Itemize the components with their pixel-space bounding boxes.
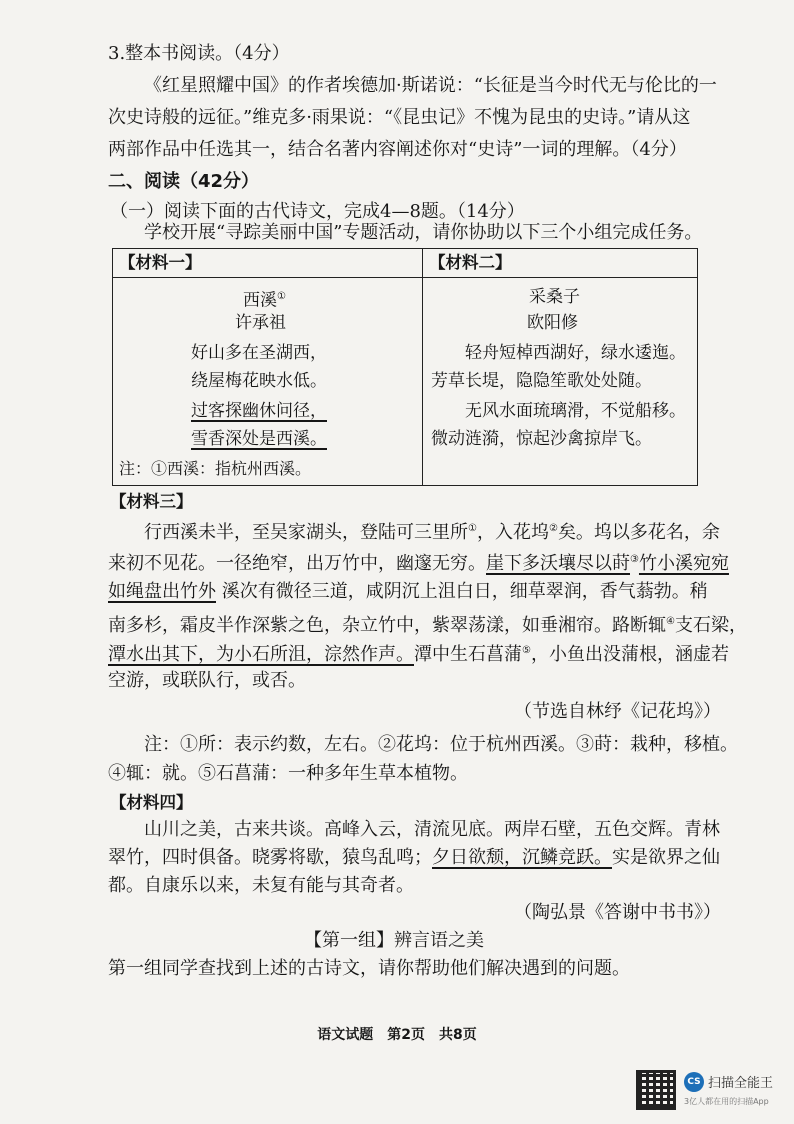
group1-text: 第一组同学查找到上述的古诗文，请你帮助他们解决遇到的问题。 (108, 958, 630, 979)
qr-code-icon (636, 1070, 676, 1110)
material2-author: 欧阳修 (527, 313, 578, 333)
material4-source: （陶弘景《答谢中书书》） (514, 902, 721, 923)
material3-p2: 来初不见花。一径绝窄，出万竹中，幽邃无穷。崖下多沃壤尽以莳③竹小溪宛宛 (108, 553, 729, 574)
material3-note1: 注：①所：表示约数，左右。②花坞：位于杭州西溪。③莳：栽种，移植。 (144, 734, 738, 755)
material4-p1: 山川之美，古来共谈。高峰入云，清流见底。两岸石壁，五色交辉。青林 (144, 819, 720, 840)
material2-title: 采桑子 (529, 287, 580, 307)
material3-p6: 空游，或联队行，或否。 (108, 670, 306, 691)
material1-title: 西溪① (243, 290, 286, 311)
material3-label: 【材料三】 (110, 492, 193, 511)
material2-line: 轻舟短棹西湖好，绿水逶迤。 (465, 343, 686, 363)
material1-line: 绕屋梅花映水低。 (191, 371, 327, 391)
q3-line1: 《红星照耀中国》的作者埃德加·斯诺说：“长征是当今时代无与伦比的一 (144, 75, 717, 96)
material2-line: 无风水面琉璃滑，不觉船移。 (465, 401, 686, 421)
material2-label: 【材料二】 (423, 249, 698, 278)
material4-label: 【材料四】 (110, 793, 193, 812)
material3-p3: 如绳盘出竹外 溪次有微径三道，咸阴沉上沮白日，细草翠润，香气蓊勃。稍 (108, 581, 708, 602)
material2-cell (423, 278, 698, 486)
material2-line: 微动涟漪，惊起沙禽掠岸飞。 (431, 429, 652, 449)
poem-table (112, 248, 698, 486)
section2-intro: 学校开展“寻踪美丽中国”专题活动，请你协助以下三个小组完成任务。 (144, 222, 703, 243)
material4-p3: 都。自康乐以来，未复有能与其奇者。 (108, 875, 414, 896)
section2-title: 二、阅读（42分） (108, 171, 260, 192)
material3-p4: 南多杉，霜皮半作深紫之色，杂立竹中，紫翠荡漾，如垂湘帘。路断辄④支石梁， (108, 615, 747, 636)
camscanner-name: 扫描全能王 (708, 1076, 774, 1091)
section2-sub1: （一）阅读下面的古代诗文，完成4—8题。（14分） (110, 201, 525, 222)
camscanner-tagline: 3亿人都在用的扫描App (684, 1097, 769, 1106)
group1-title: 【第一组】辨言语之美 (304, 930, 484, 951)
material3-note2: ④辄：就。⑤石菖蒲：一种多年生草本植物。 (108, 763, 468, 784)
material1-label: 【材料一】 (113, 249, 423, 278)
camscanner-logo-icon: CS (684, 1072, 704, 1092)
material3-p5: 潭水出其下，为小石所沮，淙然作声。潭中生石菖蒲⑤，小鱼出没蒲根，涵虚若 (108, 644, 729, 665)
material3-source: （节选自林纾《记花坞》） (514, 701, 721, 722)
material1-line: 好山多在圣湖西， (191, 343, 327, 363)
material1-line: 雪香深处是西溪。 (191, 429, 327, 449)
material1-cell (113, 278, 423, 486)
q3-line3: 两部作品中任选其一，结合名著内容阐述你对“史诗”一词的理解。（4分） (108, 139, 687, 160)
material3-p1: 行西溪未半，至吴家湖头，登陆可三里所①，入花坞②矣。坞以多花名，余 (144, 522, 720, 543)
q3-title: 3.整本书阅读。（4分） (108, 43, 290, 64)
material1-author: 许承祖 (235, 313, 286, 333)
material4-p2: 翠竹，四时俱备。晓雾将歇，猿鸟乱鸣；夕日欲颓，沉鳞竞跃。实是欲界之仙 (108, 847, 720, 868)
page-footer: 语文试题 第2页 共8页 (317, 1027, 477, 1043)
q3-line2: 次史诗般的远征。”维克多·雨果说：“《昆虫记》不愧为昆虫的史诗。”请从这 (108, 107, 691, 128)
material2-line: 芳草长堤，隐隐笙歌处处随。 (431, 371, 652, 391)
material1-note: 注：①西溪：指杭州西溪。 (119, 459, 312, 478)
material1-line: 过客探幽休问径， (191, 401, 327, 421)
